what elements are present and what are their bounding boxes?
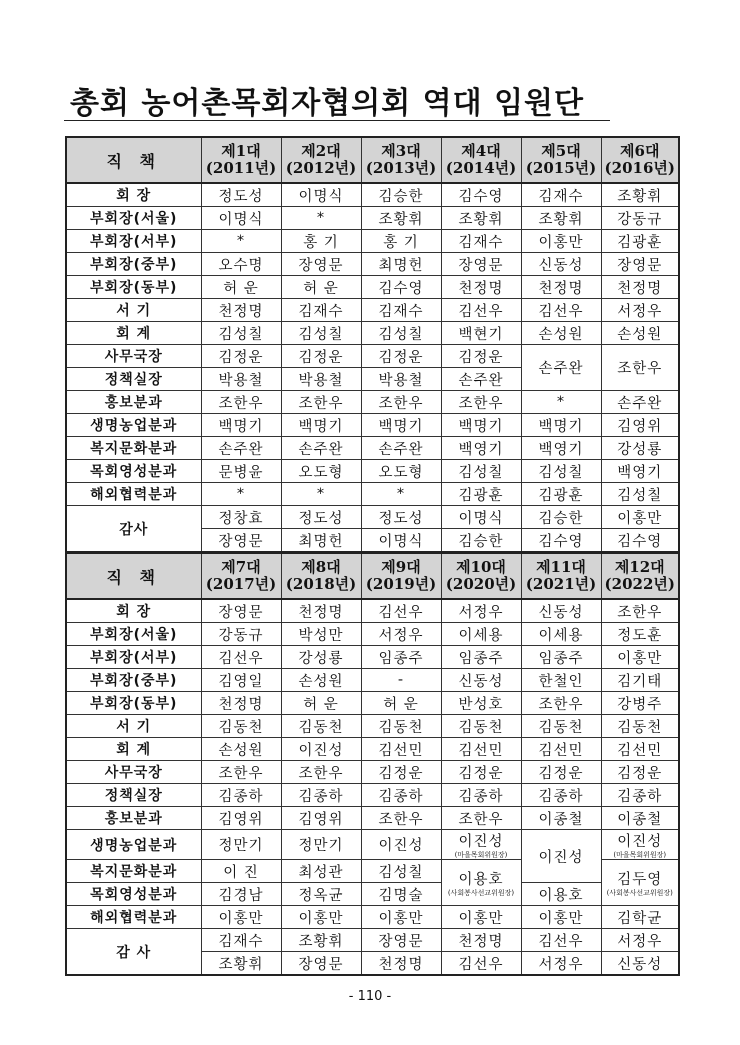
- name-cell: 신동성: [521, 599, 601, 623]
- position-cell: 해외협력분과: [66, 906, 201, 929]
- name-cell: 조한우: [281, 391, 361, 414]
- name-cell: 홍 기: [281, 230, 361, 253]
- name-cell: 백명기: [521, 414, 601, 437]
- name-cell: 장영문: [601, 253, 679, 276]
- name-cell: 김동천: [521, 715, 601, 738]
- name-cell: 조한우: [441, 807, 521, 830]
- name-cell: 정도훈: [601, 623, 679, 646]
- name-cell: 최명헌: [281, 529, 361, 553]
- name-cell: 백명기: [441, 414, 521, 437]
- table-row: [66, 929, 679, 952]
- role-note: (사회봉사선교위원장): [447, 889, 515, 897]
- position-cell: 복지문화분과: [66, 437, 201, 460]
- name-cell: 오수명: [201, 253, 281, 276]
- name-cell: 이홍만: [521, 906, 601, 929]
- table-header-row: [66, 137, 679, 183]
- name-cell: 백현기: [441, 322, 521, 345]
- name-cell: 이홍만: [201, 906, 281, 929]
- name-cell: 김성칠: [201, 322, 281, 345]
- position-cell: 복지문화분과: [66, 860, 201, 883]
- position-cell: 해외협력분과: [66, 483, 201, 506]
- position-cell: 목회영성분과: [66, 460, 201, 483]
- name-cell: 신동성: [441, 669, 521, 692]
- name-cell: 김종하: [361, 784, 441, 807]
- name-cell: 천정명: [201, 692, 281, 715]
- name-cell: 김선우: [521, 929, 601, 952]
- position-header: 직 책: [66, 137, 201, 183]
- position-cell: 회 장: [66, 183, 201, 207]
- table-row: [66, 669, 679, 692]
- term-header: 제3대 (2013년): [361, 137, 441, 183]
- name-cell: 허 운: [201, 276, 281, 299]
- name-cell: 김광훈: [521, 483, 601, 506]
- table-row: [66, 715, 679, 738]
- name-cell: 문병윤: [201, 460, 281, 483]
- name-cell: 김성칠: [521, 460, 601, 483]
- name-cell: 박성만: [281, 623, 361, 646]
- position-cell: 부회장(서울): [66, 623, 201, 646]
- name-cell: 조한우: [361, 391, 441, 414]
- name-cell: 김성칠: [361, 322, 441, 345]
- name-cell: 서정우: [601, 929, 679, 952]
- name-cell: 김재수: [281, 299, 361, 322]
- name-cell: 이종철: [521, 807, 601, 830]
- position-cell: 사무국장: [66, 761, 201, 784]
- name-cell: 손성원: [281, 669, 361, 692]
- name-cell: 손주완: [281, 437, 361, 460]
- name-cell: 김정운: [361, 345, 441, 368]
- name-cell: 조황휘: [441, 207, 521, 230]
- name-cell: 이진성: [281, 738, 361, 761]
- name-cell: -: [361, 669, 441, 692]
- table-row: [66, 391, 679, 414]
- name-cell: 강성룡: [601, 437, 679, 460]
- position-cell: 정책실장: [66, 784, 201, 807]
- name-cell: 이홍만: [601, 506, 679, 529]
- table-row: [66, 207, 679, 230]
- name-cell: 정창효: [201, 506, 281, 529]
- name-cell: 장영문: [361, 929, 441, 952]
- name-cell: 김동천: [281, 715, 361, 738]
- position-cell: 홍보분과: [66, 391, 201, 414]
- name-cell: 김종하: [201, 784, 281, 807]
- position-cell: 부회장(동부): [66, 276, 201, 299]
- name-cell: 천정명: [441, 929, 521, 952]
- name-cell: 장영문: [441, 253, 521, 276]
- name-cell: 김명술: [361, 883, 441, 906]
- name-cell: 천정명: [521, 276, 601, 299]
- term-header: 제10대 (2020년): [441, 553, 521, 599]
- name-cell: 이홍만: [521, 230, 601, 253]
- position-cell: 부회장(중부): [66, 253, 201, 276]
- name-cell: 최명헌: [361, 253, 441, 276]
- position-cell: 부회장(서부): [66, 230, 201, 253]
- term-header: 제6대 (2016년): [601, 137, 679, 183]
- name-cell: 서정우: [441, 599, 521, 623]
- name-cell: 김선우: [521, 299, 601, 322]
- position-cell: 감 사: [66, 929, 201, 976]
- name-cell: 서정우: [361, 623, 441, 646]
- name-cell: 이홍만: [441, 906, 521, 929]
- name-cell: 김광훈: [441, 483, 521, 506]
- table-row: [66, 460, 679, 483]
- name-cell: 김수영: [521, 529, 601, 553]
- name-cell: 이 진: [201, 860, 281, 883]
- officers-table-2017-2022: [65, 552, 680, 976]
- table-row: [66, 414, 679, 437]
- table-row: [66, 506, 679, 529]
- name-cell: 이명식: [361, 529, 441, 553]
- merged-name-cell: 이진성 (마을목회위원장): [601, 830, 679, 860]
- position-cell: 목회영성분과: [66, 883, 201, 906]
- name-cell: 김정운: [441, 345, 521, 368]
- table-row: [66, 784, 679, 807]
- term-header: 제7대 (2017년): [201, 553, 281, 599]
- position-cell: 회 계: [66, 738, 201, 761]
- name-cell: 김성칠: [441, 460, 521, 483]
- term-header: 제4대 (2014년): [441, 137, 521, 183]
- name-cell: 이홍만: [281, 906, 361, 929]
- position-cell: 홍보분과: [66, 807, 201, 830]
- name-cell: 조한우: [281, 761, 361, 784]
- merged-name-cell: 이진성: [521, 830, 601, 883]
- term-header: 제2대 (2012년): [281, 137, 361, 183]
- name-cell: 손주완: [521, 345, 601, 391]
- name-cell: *: [201, 230, 281, 253]
- name-cell: 허 운: [281, 276, 361, 299]
- term-header: 제12대 (2022년): [601, 553, 679, 599]
- name-cell: 김선민: [521, 738, 601, 761]
- name-cell: 장영문: [281, 952, 361, 976]
- position-cell: 생명농업분과: [66, 830, 201, 860]
- position-cell: 감사: [66, 506, 201, 553]
- name-cell: 손성원: [201, 738, 281, 761]
- name-cell: 서정우: [521, 952, 601, 976]
- name-cell: 천정명: [601, 276, 679, 299]
- name-cell: *: [521, 391, 601, 414]
- name-cell: 손주완: [361, 437, 441, 460]
- name-cell: 백명기: [281, 414, 361, 437]
- name-cell: 박용철: [361, 368, 441, 391]
- name-cell: 김정운: [601, 761, 679, 784]
- position-cell: 서 기: [66, 715, 201, 738]
- term-header: 제11대 (2021년): [521, 553, 601, 599]
- name-cell: *: [361, 483, 441, 506]
- name-cell: 김정운: [281, 345, 361, 368]
- name-cell: 김동천: [601, 715, 679, 738]
- name-cell: 백영기: [601, 460, 679, 483]
- name-cell: 이명식: [201, 207, 281, 230]
- name-cell: 김동천: [441, 715, 521, 738]
- name-cell: 김선우: [441, 299, 521, 322]
- name-cell: 김재수: [361, 299, 441, 322]
- page-title: 총회 농어촌목회자협의회 역대 임원단: [70, 86, 585, 121]
- name-cell: 김기태: [601, 669, 679, 692]
- name-cell: *: [281, 483, 361, 506]
- merged-name-cell: 김두영 (사회봉사선교위원장): [601, 860, 679, 906]
- name-cell: 김동천: [201, 715, 281, 738]
- table-row: [66, 230, 679, 253]
- name-cell: 강동규: [601, 207, 679, 230]
- merged-name-cell: 이용호: [521, 883, 601, 906]
- name-cell: 조한우: [521, 692, 601, 715]
- name-cell: 정옥균: [281, 883, 361, 906]
- position-cell: 서 기: [66, 299, 201, 322]
- name-cell: 백명기: [361, 414, 441, 437]
- table-row: [66, 807, 679, 830]
- name-cell: 이진성: [361, 830, 441, 860]
- table-row: [66, 183, 679, 207]
- name-cell: 김선민: [361, 738, 441, 761]
- name-cell: 김재수: [201, 929, 281, 952]
- name-cell: 김재수: [521, 183, 601, 207]
- name-cell: 이종철: [601, 807, 679, 830]
- name-cell: 손성원: [601, 322, 679, 345]
- name-cell: 손주완: [601, 391, 679, 414]
- name-cell: 김영위: [281, 807, 361, 830]
- name-cell: 조한우: [601, 599, 679, 623]
- name-cell: 허 운: [281, 692, 361, 715]
- name-cell: 허 운: [361, 692, 441, 715]
- name-cell: 이홍만: [601, 646, 679, 669]
- position-cell: 생명농업분과: [66, 414, 201, 437]
- name-cell: 박용철: [281, 368, 361, 391]
- name-cell: 김동천: [361, 715, 441, 738]
- name-cell: 김정운: [361, 761, 441, 784]
- name-cell: 조황휘: [201, 952, 281, 976]
- name-cell: 박용철: [201, 368, 281, 391]
- name-cell: 한철인: [521, 669, 601, 692]
- name-cell: 신동성: [521, 253, 601, 276]
- name-cell: 이명식: [441, 506, 521, 529]
- name-cell: 김성칠: [601, 483, 679, 506]
- name-cell: 김종하: [441, 784, 521, 807]
- name-cell: 조한우: [601, 345, 679, 391]
- name-cell: 정만기: [281, 830, 361, 860]
- name-cell: 김재수: [441, 230, 521, 253]
- position-cell: 부회장(서울): [66, 207, 201, 230]
- role-note: (마을목회위원장): [454, 851, 508, 859]
- table-row: [66, 299, 679, 322]
- term-header: 제9대 (2019년): [361, 553, 441, 599]
- name-cell: 김선우: [361, 599, 441, 623]
- table-row: [66, 646, 679, 669]
- name-cell: 오도형: [281, 460, 361, 483]
- name-cell: 천정명: [201, 299, 281, 322]
- name-cell: 김성칠: [281, 322, 361, 345]
- name-cell: 김승한: [441, 529, 521, 553]
- name-cell: 김학균: [601, 906, 679, 929]
- name-cell: 임종주: [521, 646, 601, 669]
- name-cell: 반성호: [441, 692, 521, 715]
- position-cell: 사무국장: [66, 345, 201, 368]
- position-cell: 부회장(동부): [66, 692, 201, 715]
- term-header: 제5대 (2015년): [521, 137, 601, 183]
- table-row: [66, 738, 679, 761]
- role-note: (마을목회위원장): [613, 851, 667, 859]
- name-cell: 조황휘: [361, 207, 441, 230]
- name-cell: 정도성: [201, 183, 281, 207]
- name-cell: 이명식: [281, 183, 361, 207]
- term-header: 제1대 (2011년): [201, 137, 281, 183]
- name-cell: 강동규: [201, 623, 281, 646]
- name-cell: 조황휘: [281, 929, 361, 952]
- name-cell: 김영위: [601, 414, 679, 437]
- name-cell: 신동성: [601, 952, 679, 976]
- name-cell: *: [201, 483, 281, 506]
- table-row: [66, 623, 679, 646]
- name-cell: 최성관: [281, 860, 361, 883]
- name-cell: 김종하: [601, 784, 679, 807]
- name-cell: 백영기: [441, 437, 521, 460]
- name-cell: 백명기: [201, 414, 281, 437]
- name-cell: 서정우: [601, 299, 679, 322]
- name-cell: 김선우: [441, 952, 521, 976]
- name-cell: 김선민: [601, 738, 679, 761]
- term-header: 제8대 (2018년): [281, 553, 361, 599]
- position-cell: 부회장(중부): [66, 669, 201, 692]
- table-row: [66, 322, 679, 345]
- name-cell: 김영일: [201, 669, 281, 692]
- name-cell: 김영위: [201, 807, 281, 830]
- name-cell: 김수영: [601, 529, 679, 553]
- table-row: [66, 276, 679, 299]
- name-cell: 김정운: [441, 761, 521, 784]
- officers-table-2011-2016: [65, 136, 680, 553]
- name-cell: 조한우: [361, 807, 441, 830]
- table-row: [66, 599, 679, 623]
- name-cell: 김광훈: [601, 230, 679, 253]
- name-cell: 김선우: [201, 646, 281, 669]
- name-cell: 장영문: [281, 253, 361, 276]
- title-underline: [64, 120, 610, 121]
- name-cell: 조황휘: [601, 183, 679, 207]
- name-cell: 정도성: [281, 506, 361, 529]
- table-row: [66, 253, 679, 276]
- name-cell: 김종하: [521, 784, 601, 807]
- name-cell: 김승한: [521, 506, 601, 529]
- name-cell: *: [281, 207, 361, 230]
- name-cell: 백영기: [521, 437, 601, 460]
- name-cell: 손주완: [441, 368, 521, 391]
- name-cell: 김수영: [361, 276, 441, 299]
- name-cell: 강병주: [601, 692, 679, 715]
- name-cell: 강성룡: [281, 646, 361, 669]
- merged-name-cell: 이진성 (마을목회위원장): [441, 830, 521, 860]
- table-row: [66, 483, 679, 506]
- name-cell: 김승한: [361, 183, 441, 207]
- name-cell: 손주완: [201, 437, 281, 460]
- page-number: - 110 -: [348, 989, 392, 1004]
- table-row: [66, 692, 679, 715]
- name-cell: 김수영: [441, 183, 521, 207]
- table-row: [66, 883, 679, 906]
- position-cell: 회 계: [66, 322, 201, 345]
- table-row: [66, 345, 679, 368]
- name-cell: 조황휘: [521, 207, 601, 230]
- name-cell: 김정운: [201, 345, 281, 368]
- name-cell: 김성칠: [361, 860, 441, 883]
- position-cell: 회 장: [66, 599, 201, 623]
- name-cell: 천정명: [361, 952, 441, 976]
- name-cell: 김정운: [521, 761, 601, 784]
- name-cell: 이세용: [521, 623, 601, 646]
- position-cell: 부회장(서부): [66, 646, 201, 669]
- name-cell: 조한우: [441, 391, 521, 414]
- table-row: [66, 761, 679, 784]
- name-cell: 천정명: [281, 599, 361, 623]
- table-row: [66, 830, 679, 860]
- name-cell: 임종주: [361, 646, 441, 669]
- name-cell: 조한우: [201, 391, 281, 414]
- name-cell: 김경남: [201, 883, 281, 906]
- name-cell: 손성원: [521, 322, 601, 345]
- name-cell: 오도형: [361, 460, 441, 483]
- name-cell: 정만기: [201, 830, 281, 860]
- table-row: [66, 906, 679, 929]
- name-cell: 이세용: [441, 623, 521, 646]
- position-header: 직 책: [66, 553, 201, 599]
- name-cell: 김종하: [281, 784, 361, 807]
- name-cell: 장영문: [201, 599, 281, 623]
- name-cell: 정도성: [361, 506, 441, 529]
- name-cell: 이홍만: [361, 906, 441, 929]
- table-row: [66, 437, 679, 460]
- name-cell: 김선민: [441, 738, 521, 761]
- merged-name-cell: 이용호 (사회봉사선교위원장): [441, 860, 521, 906]
- position-cell: 정책실장: [66, 368, 201, 391]
- name-cell: 홍 기: [361, 230, 441, 253]
- name-cell: 장영문: [201, 529, 281, 553]
- role-note: (사회봉사선교위원장): [606, 889, 673, 897]
- name-cell: 천정명: [441, 276, 521, 299]
- table-header-row: [66, 553, 679, 599]
- name-cell: 임종주: [441, 646, 521, 669]
- name-cell: 조한우: [201, 761, 281, 784]
